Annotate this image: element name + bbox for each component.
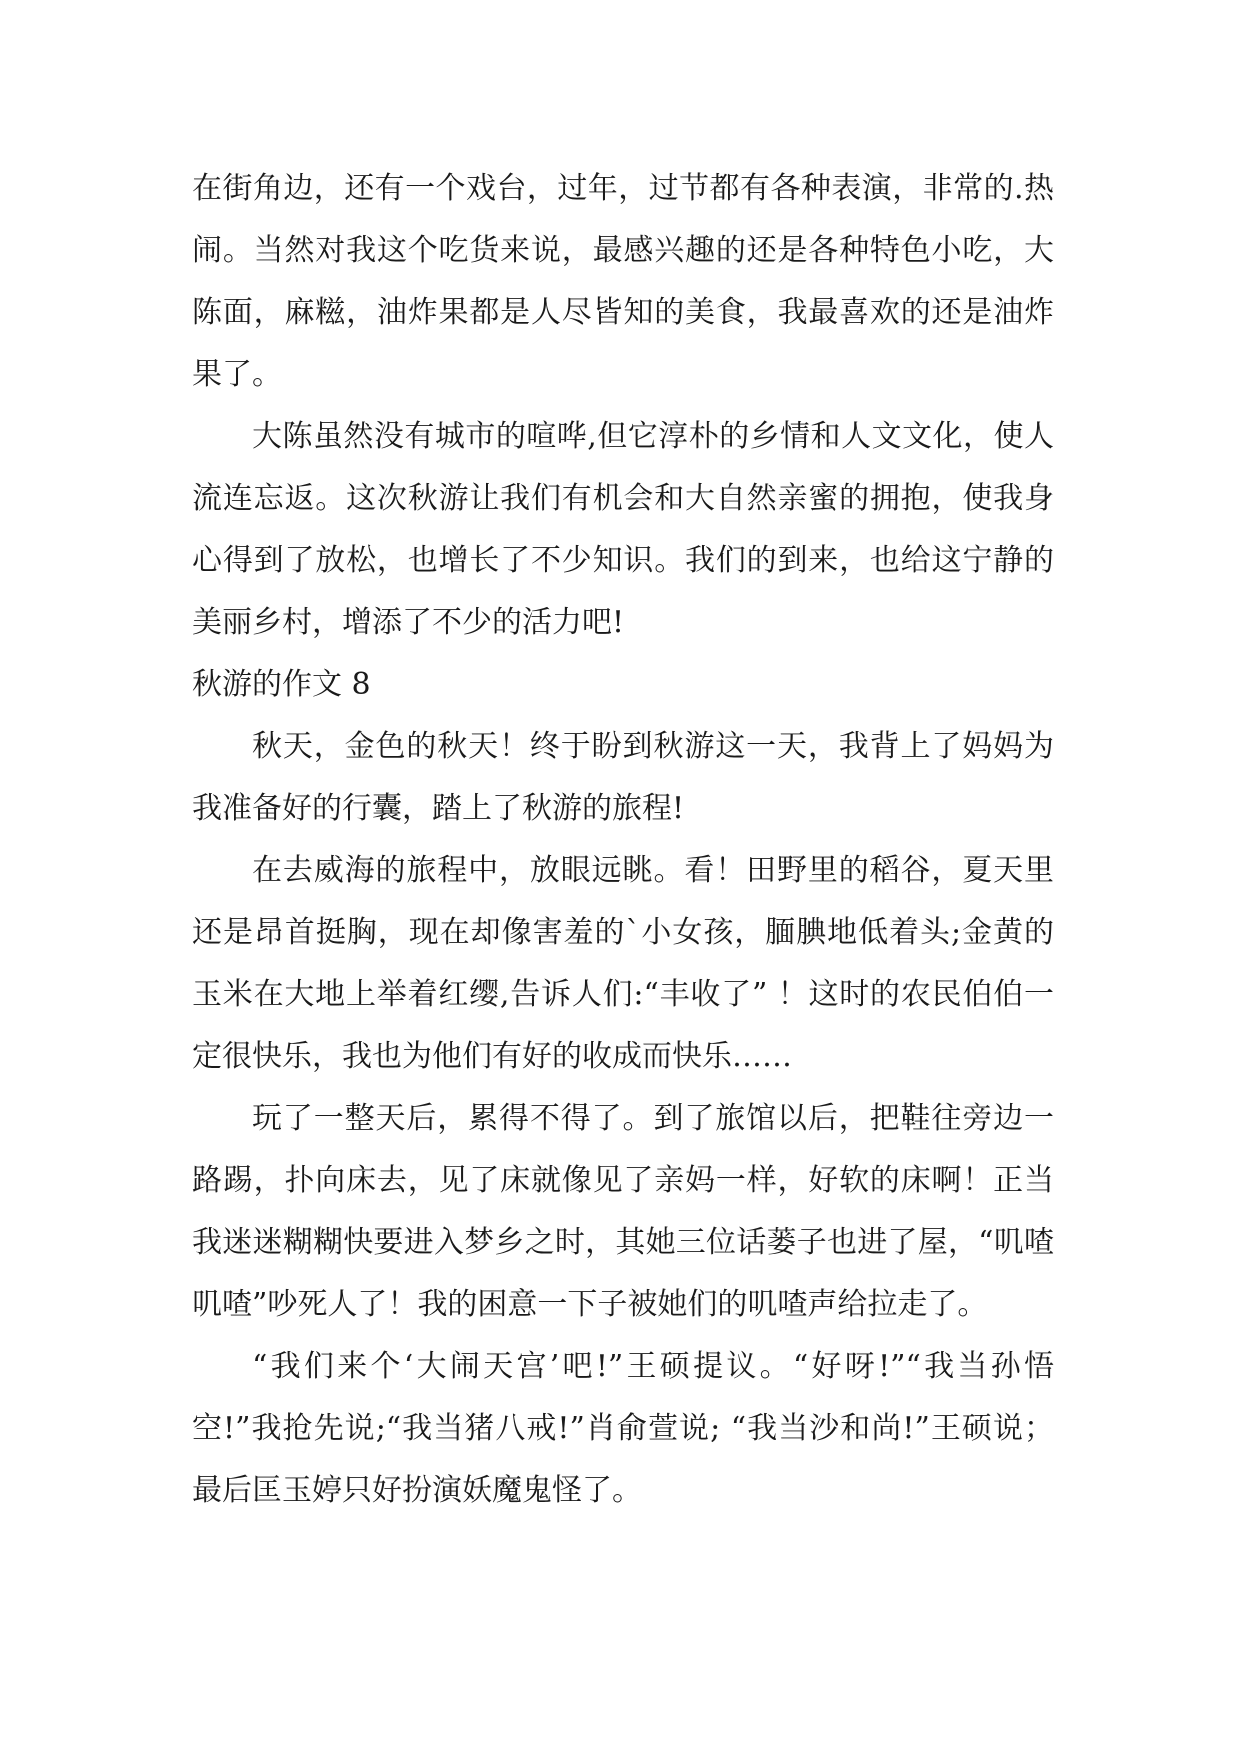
paragraph-continued: 在街角边，还有一个戏台，过年，过节都有各种表演，非常的.热闹。当然对我这个吃货来说，最感兴趣的还是各种特色小吃，大陈面，麻糍，油炸果都是人尽皆知的美食，我最喜欢的还是油炸果了。 (192, 171, 1054, 392)
paragraph: 玩了一整天后，累得不得了。到了旅馆以后，把鞋往旁边一路踢，扑向床去，见了床就像见了亲妈一样，好软的床啊！正当我迷迷糊糊快要进入梦乡之时，其她三位话蒌子也进了屋，“叽喳叽喳”吵死人了！我的困意一下子被她们的叽喳声给拉走了。 (192, 1101, 1054, 1322)
document-body (192, 158, 1054, 1522)
paragraph: 在去威海的旅程中，放眼远眺。看！田野里的稻谷，夏天里还是昂首挺胸，现在却像害羞的`小女孩，腼腆地低着头;金黄的玉米在大地上举着红缨,告诉人们:“丰收了” ！这时的农民伯伯一定很快乐，我也为他们有好的收成而快乐…… (192, 853, 1054, 1074)
paragraph: “我们来个‘大闹天宫’吧!”王硕提议。“好呀!”“我当孙悟空!”我抢先说;“我当猪八戒!”肖俞萱说; “我当沙和尚!”王硕说；最后匡玉婷只好扮演妖魔鬼怪了。 (192, 1349, 1054, 1508)
section-heading: 秋游的作文 8 (192, 667, 371, 702)
paragraph: 大陈虽然没有城市的喧哗,但它淳朴的乡情和人文文化，使人流连忘返。这次秋游让我们有机会和大自然亲蜜的拥抱，使我身心得到了放松，也增长了不少知识。我们的到来，也给这宁静的美丽乡村，增添了不少的活力吧! (192, 419, 1054, 640)
paragraph: 秋天，金色的秋天！终于盼到秋游这一天，我背上了妈妈为我准备好的行囊，踏上了秋游的旅程! (192, 729, 1054, 826)
